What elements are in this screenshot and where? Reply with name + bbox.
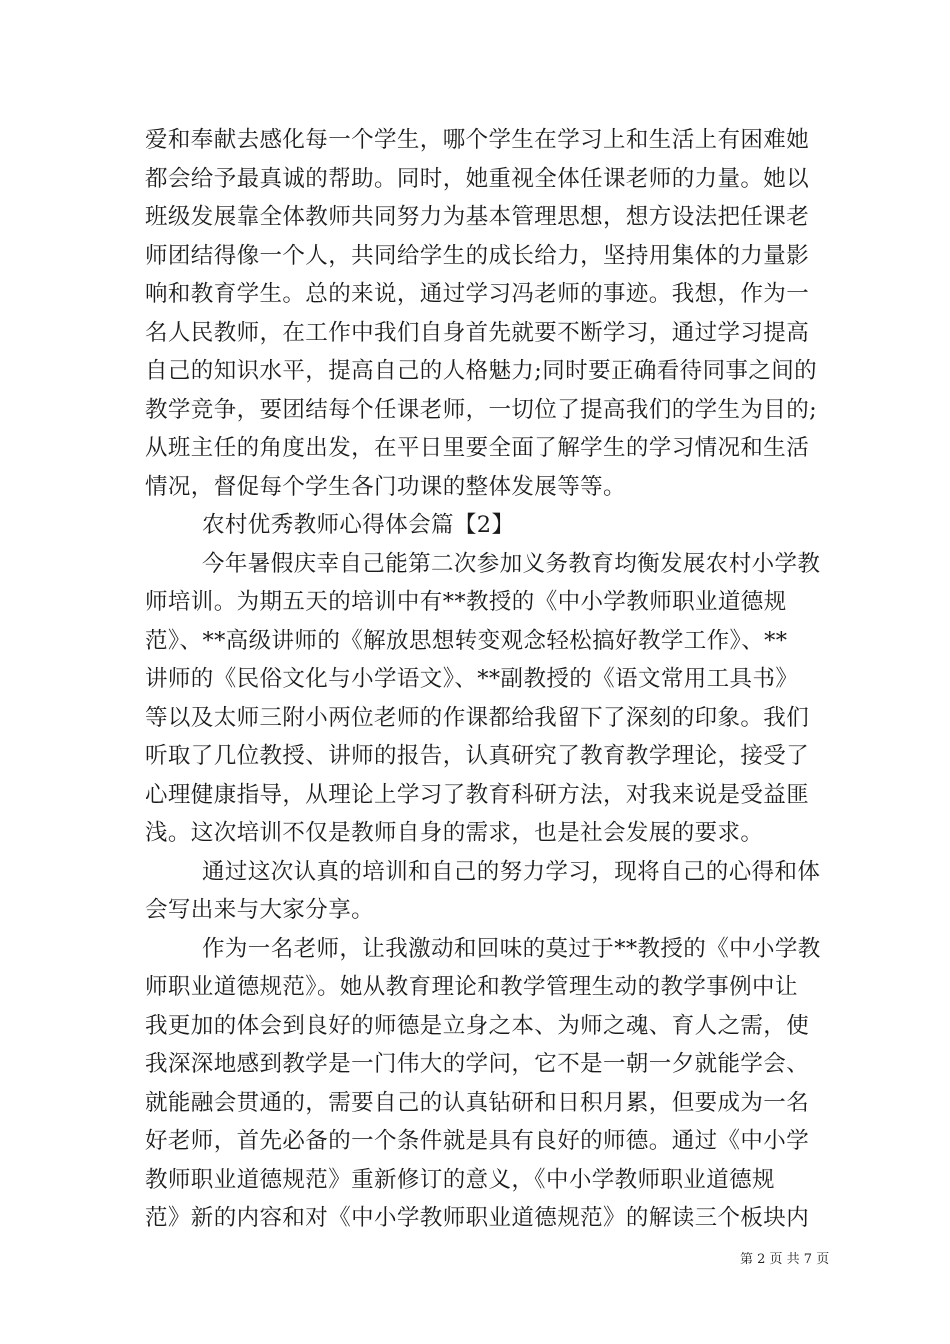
text-line: 响和教育学生。总的来说，通过学习冯老师的事迹。我想，作为一 <box>145 281 810 307</box>
text-line: 教学竞争，要团结每个任课老师，一切位了提高我们的学生为目的; <box>145 396 818 423</box>
text-line: 爱和奉献去感化每一个学生，哪个学生在学习上和生活上有困难她 <box>145 127 810 153</box>
text-line: 就能融会贯通的，需要自己的认真钻研和日积月累，但要成为一名 <box>145 1089 810 1116</box>
text-line: 师团结得像一个人，共同给学生的成长给力，坚持用集体的力量影 <box>145 242 810 269</box>
text-line: 范》、**高级讲师的《解放思想转变观念轻松搞好教学工作》、** <box>145 627 788 654</box>
text-line: 班级发展靠全体教师共同努力为基本管理思想，想方设法把任课老 <box>145 204 810 230</box>
text-line: 作为一名老师，让我激动和回味的莫过于**教授的《中小学教 <box>202 935 821 962</box>
text-line: 都会给予最真诚的帮助。同时，她重视全体任课老师的力量。她以 <box>145 165 810 192</box>
text-line: 会写出来与大家分享。 <box>145 897 375 923</box>
text-line: 范》新的内容和对《中小学教师职业道德规范》的解读三个板块内 <box>145 1205 810 1231</box>
text-line: 师培训。为期五天的培训中有**教授的《中小学教师职业道德规 <box>145 589 787 615</box>
text-line: 自己的知识水平，提高自己的人格魅力;同时要正确看待同事之间的 <box>145 358 818 384</box>
text-line: 师职业道德规范》。她从教育理论和教学管理生动的教学事例中让 <box>145 974 798 1000</box>
text-line: 等以及太师三附小两位老师的作课都给我留下了深刻的印象。我们 <box>145 704 810 731</box>
text-line: 我深深地感到教学是一门伟大的学问，它不是一朝一夕就能学会、 <box>145 1051 810 1077</box>
text-line: 我更加的体会到良好的师德是立身之本、为师之魂、育人之需，使 <box>145 1012 810 1039</box>
text-line: 情况，督促每个学生各门功课的整体发展等等。 <box>145 473 626 500</box>
text-line: 今年暑假庆幸自己能第二次参加义务教育均衡发展农村小学教 <box>202 550 821 577</box>
text-line: 名人民教师，在工作中我们自身首先就要不断学习，通过学习提高 <box>145 319 810 346</box>
text-line: 讲师的《民俗文化与小学语文》、**副教授的《语文常用工具书》 <box>145 666 799 692</box>
text-line: 心理健康指导，从理论上学习了教育科研方法，对我来说是受益匪 <box>145 781 810 808</box>
section-heading: 农村优秀教师心得体会篇【2】 <box>202 512 515 538</box>
text-line: 好老师，首先必备的一个条件就是具有良好的师德。通过《中小学 <box>145 1128 810 1154</box>
page-number: 第 2 页 共 7 页 <box>740 1252 830 1267</box>
text-line: 浅。这次培训不仅是教师自身的需求，也是社会发展的要求。 <box>145 820 764 846</box>
text-line: 从班主任的角度出发，在平日里要全面了解学生的学习情况和生活 <box>145 435 810 461</box>
text-line: 通过这次认真的培训和自己的努力学习，现将自己的心得和体 <box>202 858 821 885</box>
text-line: 教师职业道德规范》重新修订的意义，《中小学教师职业道德规 <box>145 1166 775 1193</box>
body-text <box>145 121 821 1238</box>
text-line: 听取了几位教授、讲师的报告，认真研究了教育教学理论，接受了 <box>145 743 810 769</box>
